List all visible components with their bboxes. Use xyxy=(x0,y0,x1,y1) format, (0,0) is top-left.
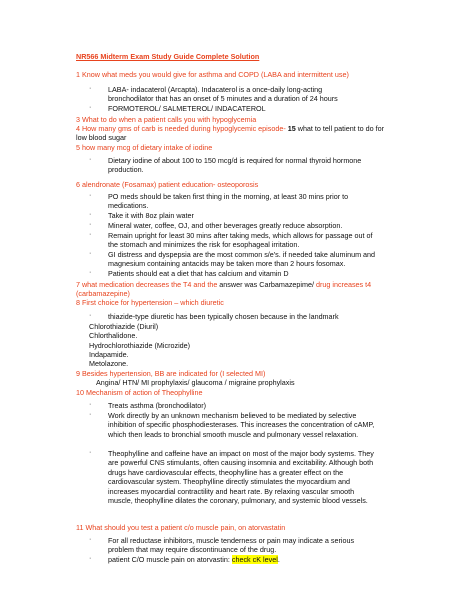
bullet-text: Patients should eat a diet that has calcium and vitamin D xyxy=(108,269,289,278)
bullet-icon: · xyxy=(89,104,92,111)
question-6: 6 alendronate (Fosamax) patient education- osteoporosis xyxy=(76,180,259,189)
question-11: 11 What should you test a patient c/o muscle pain, on atorvastatin xyxy=(76,523,286,532)
list-item xyxy=(89,221,378,230)
diuretic-item: Chlorothiazide (Diuril) xyxy=(89,322,159,331)
list-item xyxy=(89,269,378,278)
bullet-icon: · xyxy=(89,85,92,92)
bullet-icon: · xyxy=(89,449,92,456)
bullet-icon: · xyxy=(89,401,92,408)
bullet-text: PO meds should be taken first thing in the morning, at least 30 mins prior to medications. xyxy=(108,192,349,211)
highlighted-answer: check cK level xyxy=(231,555,278,564)
question-10: 10 Mechanism of action of Theophylline xyxy=(76,388,203,397)
bullet-text: For all reductase inhibitors, muscle tenderness or pain may indicate a serious problem that may require discontinuance of the drug. xyxy=(108,536,355,555)
bullet-icon: · xyxy=(89,411,92,418)
bullet-text: thiazide-type diuretic has been typically chosen because in the landmark xyxy=(108,312,339,321)
question-4-text: 4 How many gms of carb is needed during hypoglycemic episode- xyxy=(76,124,286,133)
question-7 xyxy=(76,280,371,289)
list-item xyxy=(89,231,378,250)
bullet-icon: · xyxy=(89,555,92,562)
diuretic-item: Metolazone. xyxy=(89,359,129,368)
bullet-icon: · xyxy=(89,269,92,276)
bullet-icon: · xyxy=(89,231,92,238)
bullet-text: LABA- indacaterol (Arcapta). Indacaterol is a once-daily long-acting bronchodilator that has an onset of 5 minutes and a duration of 24 hours xyxy=(108,85,338,104)
question-5: 5 how many mcg of dietary intake of iodine xyxy=(76,143,213,152)
list-item xyxy=(89,536,378,555)
bullet-icon: · xyxy=(89,156,92,163)
question-7-text-2: drug increases t4 xyxy=(313,280,372,289)
list-item xyxy=(89,211,378,220)
list-item xyxy=(89,411,378,439)
bullet-icon: · xyxy=(89,312,92,319)
question-4 xyxy=(76,124,384,133)
bullet-text: Dietary iodine of about 100 to 150 mcg/d is required for normal thyroid hormone production. xyxy=(108,156,362,175)
bullet-icon: · xyxy=(89,192,92,199)
period: . xyxy=(277,555,280,564)
bullet-icon: · xyxy=(89,211,92,218)
question-4-answer: what to tell patient to do for xyxy=(295,124,385,133)
answer-15: 15 xyxy=(285,124,296,133)
bullet-text: Theophylline and caffeine have an impact on most of the major body systems. They are powerful CNS stimulants, often causing insomnia and excitability. Although both drugs have cardiovascular effects, theophylline has a greater effect on the cardiovascular system. Theophylline directly stimulates the myocardium and increases myocardial contractility and heart rate. By relaxing vascular smooth muscle, theophylline dilates the coronary, pulmonary, and systemic blood vessels. xyxy=(108,449,374,506)
list-item xyxy=(89,104,368,113)
question-9-answer: Angina/ HTN/ MI prophylaxis/ glaucoma / migraine prophylaxis xyxy=(96,378,295,387)
list-item xyxy=(89,401,378,410)
bullet-text: patient C/O muscle pain on atorvastin: xyxy=(108,555,230,564)
question-7-answer: answer was Carbamazepime/ xyxy=(217,280,314,289)
bullet-text: Remain upright for least 30 mins after taking meds, which allows for passage out of the stomach and minimizes the risk for esophageal irritation. xyxy=(108,231,373,250)
bullet-text: Take it with 8oz plain water xyxy=(108,211,194,220)
bullet-text: Treats asthma (bronchodilator) xyxy=(108,401,207,410)
question-9: 9 Besides hypertension, BB are indicated for (I selected MI) xyxy=(76,369,266,378)
bullet-text: Work directly by an unknown mechanism believed to be mediated by selective inhibition of specific phosphodiesterases. This increases the concentration of cAMP, which then leads to bronchial smooth muscle and pulmonary vessel relaxation. xyxy=(108,411,375,439)
bullet-icon: · xyxy=(89,221,92,228)
document-title: NR566 Midterm Exam Study Guide Complete Solution xyxy=(76,52,260,61)
question-3: 3 What to do when a patient calls you with hypoglycemia xyxy=(76,115,257,124)
diuretic-item: Indapamide. xyxy=(89,350,129,359)
list-item xyxy=(89,312,388,321)
list-item xyxy=(89,449,378,506)
question-7-continued: (carbamazepine) xyxy=(76,289,130,298)
list-item xyxy=(89,156,378,175)
question-7-text: 7 what medication decreases the T4 and the xyxy=(76,280,218,289)
diuretic-item: Chlorthalidone. xyxy=(89,331,138,340)
bullet-text: GI distress and dyspepsia are the most common s/e's. if needed take aluminum and magnesium containing antacids may be taken more than 2 hours fosomax. xyxy=(108,250,376,269)
bullet-icon: · xyxy=(89,250,92,257)
bullet-text: FORMOTEROL/ SALMETEROL/ INDACATEROL xyxy=(108,104,266,113)
question-8: 8 First choice for hypertension – which diuretic xyxy=(76,298,224,307)
bullet-text: Mineral water, coffee, OJ, and other beverages greatly reduce absorption. xyxy=(108,221,343,230)
question-4-continued: low blood sugar xyxy=(76,133,127,142)
list-item xyxy=(89,250,378,269)
diuretic-item: Hydrochlorothiazide (Microzide) xyxy=(89,341,191,350)
bullet-icon: · xyxy=(89,536,92,543)
question-1: 1 Know what meds you would give for asthma and COPD (LABA and intermittent use) xyxy=(76,70,349,79)
list-item xyxy=(89,555,378,564)
list-item xyxy=(89,85,368,104)
list-item xyxy=(89,192,378,211)
